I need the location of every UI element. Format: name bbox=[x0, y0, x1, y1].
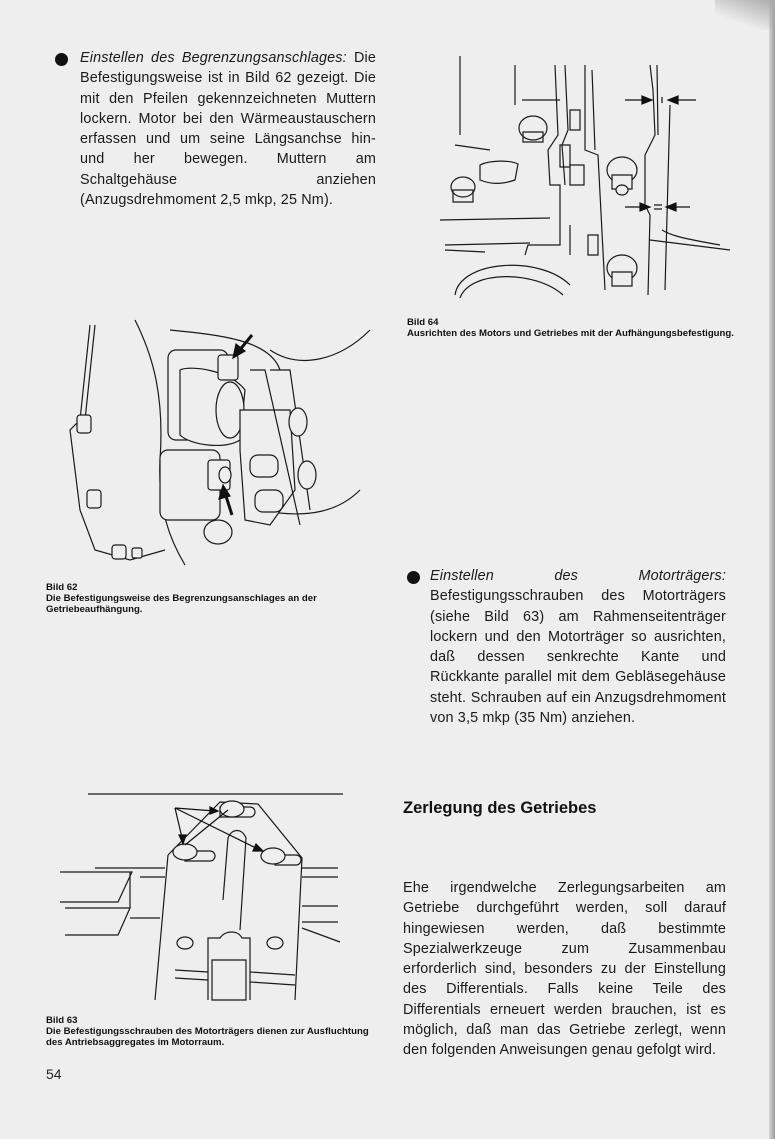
bullet-icon bbox=[55, 53, 68, 66]
section-lead: Einstellen des Motorträgers: bbox=[430, 568, 726, 584]
section-lead: Einstellen des Begrenzungsanschlages: bbox=[80, 50, 347, 66]
housing-bolt bbox=[77, 415, 142, 559]
page-edge-shadow bbox=[769, 0, 775, 1139]
page-number: 54 bbox=[46, 1066, 62, 1082]
figure-64-caption bbox=[407, 317, 747, 339]
section-body: Befestigungsschrauben des Motorträgers (siehe Bild 63) am Rahmenseitenträger lockern und den Motorträger so ausrichten, daß dessen senkrechte Kante und Rückkante parallel mit dem Gebläsegehäuse steht. Schrauben auf ein Anzugsdrehmoment von 3,5 mkp (35 Nm) anziehen. bbox=[430, 588, 726, 727]
figure-63-label: Bild 63 bbox=[46, 1015, 78, 1026]
intro-paragraph: Ehe irgendwelche Zerlegungsarbeiten am Getriebe durchgeführt werden, soll darauf hingewiesen werden, daß bestimmte Spezialwerkzeuge zum Zusammenbau erforderlich sind, besonders zu der Einstellung des Differentials. Falls keine Teile des Differentials erneuert werden brauchen, ist es möglich, daß man das Getriebe zerlegt, wenn den folgenden Anweisungen genau gefolgt wird. bbox=[403, 880, 726, 1059]
figure-64-illustration bbox=[400, 40, 740, 300]
bullet-icon bbox=[407, 571, 420, 584]
figure-62-illustration bbox=[40, 310, 380, 570]
figure-62-text: Die Befestigungsweise des Begrenzungsanschlages an der Getriebeaufhängung. bbox=[46, 593, 317, 615]
measurement-arrow-icon bbox=[625, 96, 696, 211]
section-begrenzungsanschlag bbox=[80, 48, 376, 210]
figure-64-text: Ausrichten des Motors und Getriebes mit der Aufhängungsbefestigung. bbox=[407, 328, 734, 339]
figure-63-illustration bbox=[40, 780, 380, 1010]
figure-62-caption bbox=[46, 582, 376, 615]
page-corner-shadow bbox=[715, 0, 775, 30]
figure-62-label: Bild 62 bbox=[46, 582, 78, 593]
section-motortraeger bbox=[430, 566, 726, 728]
section-heading: Zerlegung des Getriebes bbox=[403, 799, 597, 817]
figure-64-label: Bild 64 bbox=[407, 317, 439, 328]
section-body: Die Befestigungsweise ist in Bild 62 gezeigt. Die mit den Pfeilen gekennzeichneten Muttern lockern. Motor bei den Wärmeaustauschern erfassen und um seine Längsanchse hin- und her bewegen. Muttern am Schaltgehäuse anziehen (Anzugsdrehmoment 2,5 mkp, 25 Nm). bbox=[80, 50, 376, 209]
figure-63-text: Die Befestigungsschrauben des Motorträgers dienen zur Ausfluchtung des Antriebsaggregates im Motorraum. bbox=[46, 1026, 369, 1048]
figure-63-caption bbox=[46, 1015, 376, 1048]
